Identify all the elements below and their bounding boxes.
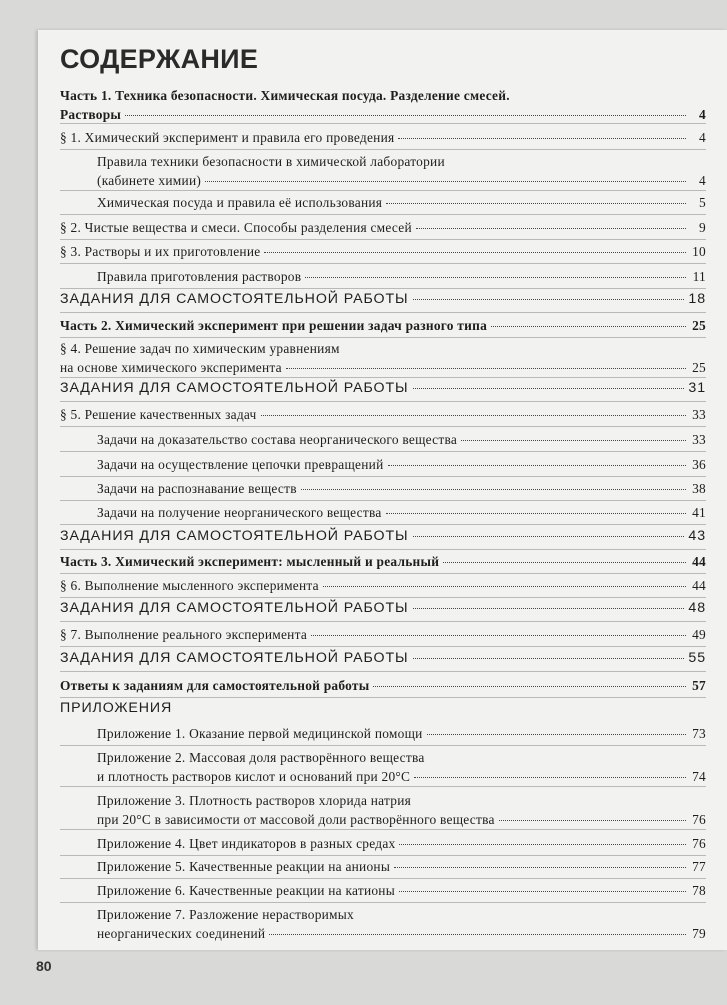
toc-page-number: 55 xyxy=(688,650,706,666)
toc-entry-subsection[interactable] xyxy=(97,479,706,498)
toc-entry-text: Приложение 7. Разложение нерастворимых xyxy=(97,907,354,922)
toc-entry-text: на основе химического эксперимента xyxy=(60,360,282,375)
toc-entry-text: Часть 1. Техника безопасности. Химическая посуда. Разделение смесей. xyxy=(60,88,510,103)
toc-page-number: 33 xyxy=(692,432,706,447)
toc-entry-subsection[interactable] xyxy=(97,430,706,449)
toc-entry-text: ПРИЛОЖЕНИЯ xyxy=(60,700,173,716)
toc-entry-text: Приложение 5. Качественные реакции на анионы xyxy=(97,859,391,874)
toc-entry-text: Правила приготовления растворов xyxy=(97,269,302,284)
toc-entry-text: ЗАДАНИЯ ДЛЯ САМОСТОЯТЕЛЬНОЙ РАБОТЫ xyxy=(60,528,409,544)
toc-entry-part-1[interactable] xyxy=(60,86,706,124)
toc-page-number: 33 xyxy=(692,407,706,422)
toc-page-number: 10 xyxy=(692,244,706,259)
toc-page-number: 36 xyxy=(692,457,706,472)
toc-page-number: 18 xyxy=(688,291,706,307)
toc-entry-text: Приложение 3. Плотность растворов хлорида натрия xyxy=(97,793,412,808)
toc-page-number: 78 xyxy=(692,883,706,898)
toc-entry-text: Приложение 4. Цвет индикаторов в разных средах xyxy=(97,836,396,851)
toc-entry-text: § 4. Решение задач по химическим уравнениям xyxy=(60,341,340,356)
toc-entry-text: и плотность растворов кислот и оснований при 20°C xyxy=(97,769,411,784)
toc-entry-section-1[interactable] xyxy=(60,128,706,147)
toc-entry-exercises[interactable] xyxy=(60,649,706,668)
toc-page-number: 48 xyxy=(688,600,706,616)
toc-entry-text: Растворы xyxy=(60,107,122,122)
toc-entry-text: Приложение 6. Качественные реакции на катионы xyxy=(97,883,395,898)
toc-entry-exercises[interactable] xyxy=(60,290,706,309)
toc-page-number: 31 xyxy=(688,380,706,396)
toc-entry-text: ЗАДАНИЯ ДЛЯ САМОСТОЯТЕЛЬНОЙ РАБОТЫ xyxy=(60,650,409,666)
toc-page-number: 43 xyxy=(688,528,706,544)
toc-entry-appendix-5[interactable] xyxy=(97,857,706,876)
toc-entry-appendix-7[interactable] xyxy=(97,905,706,943)
toc-entry-text: Задачи на доказательство состава неорганического вещества xyxy=(97,432,458,447)
toc-entry-text: § 1. Химический эксперимент и правила его проведения xyxy=(60,130,395,145)
footer-page-number: 80 xyxy=(36,958,52,974)
toc-page-number: 4 xyxy=(699,107,706,122)
toc-entry-text: (кабинете химии) xyxy=(97,173,202,188)
toc-entry-subsection[interactable] xyxy=(97,267,706,286)
toc-page-number: 76 xyxy=(692,812,706,827)
toc-entry-text: Ответы к заданиям для самостоятельной работы xyxy=(60,678,370,693)
toc-entry-exercises[interactable] xyxy=(60,599,706,618)
toc-entry-section-5[interactable] xyxy=(60,405,706,424)
toc-page-number: 25 xyxy=(692,318,706,333)
toc-page-number: 73 xyxy=(692,726,706,741)
toc-entry-text: Приложение 1. Оказание первой медицинской помощи xyxy=(97,726,423,741)
toc-entry-subsection[interactable] xyxy=(97,193,706,212)
toc-entry-section-7[interactable] xyxy=(60,625,706,644)
toc-entry-answers[interactable] xyxy=(60,676,706,695)
toc-entry-subsection[interactable] xyxy=(97,455,706,474)
toc-page-number: 41 xyxy=(692,505,706,520)
toc-entry-text: при 20°C в зависимости от массовой доли растворённого вещества xyxy=(97,812,495,827)
toc-entry-text: Правила техники безопасности в химической лаборатории xyxy=(97,154,445,169)
toc-entry-appendix-6[interactable] xyxy=(97,881,706,900)
toc-entry-appendix-4[interactable] xyxy=(97,834,706,853)
toc-page-number: 44 xyxy=(692,578,706,593)
toc-page-number: 57 xyxy=(692,678,706,693)
toc-page-number: 9 xyxy=(699,220,706,235)
page-title: СОДЕРЖАНИЕ xyxy=(60,44,259,74)
toc-page-number: 74 xyxy=(692,769,706,784)
toc-entry-text: § 3. Растворы и их приготовление xyxy=(60,244,261,259)
toc-entry-text: Приложение 2. Массовая доля растворённого вещества xyxy=(97,750,425,765)
toc-entry-text: Часть 2. Химический эксперимент при решении задач разного типа xyxy=(60,318,488,333)
toc-entry-appendix-1[interactable] xyxy=(97,724,706,743)
toc-entry-text: ЗАДАНИЯ ДЛЯ САМОСТОЯТЕЛЬНОЙ РАБОТЫ xyxy=(60,380,409,396)
toc-entry-part-3[interactable] xyxy=(60,552,706,571)
toc-page-number: 11 xyxy=(692,269,706,284)
toc-page-number: 5 xyxy=(699,195,706,210)
toc-entry-text: Задачи на получение неорганического вещества xyxy=(97,505,382,520)
toc-entry-text: § 7. Выполнение реального эксперимента xyxy=(60,627,308,642)
toc-entry-exercises[interactable] xyxy=(60,379,706,398)
toc-page-number: 4 xyxy=(699,130,706,145)
toc-entry-appendices-heading[interactable] xyxy=(60,699,706,718)
toc-page-number: 49 xyxy=(692,627,706,642)
toc-entry-subsection[interactable] xyxy=(97,503,706,522)
toc-page-number: 79 xyxy=(692,926,706,941)
toc-page-number: 44 xyxy=(692,554,706,569)
toc-entry-exercises[interactable] xyxy=(60,527,706,546)
toc-page-number: 76 xyxy=(692,836,706,851)
toc-entry-text: неорганических соединений xyxy=(97,926,266,941)
toc-entry-text: Химическая посуда и правила её использования xyxy=(97,195,383,210)
toc-page-number: 4 xyxy=(699,173,706,188)
toc-entry-text: § 2. Чистые вещества и смеси. Способы разделения смесей xyxy=(60,220,412,235)
toc-entry-text: ЗАДАНИЯ ДЛЯ САМОСТОЯТЕЛЬНОЙ РАБОТЫ xyxy=(60,291,409,307)
toc-entry-appendix-2[interactable] xyxy=(97,748,706,786)
toc-entry-section-2[interactable] xyxy=(60,218,706,237)
toc-entry-section-6[interactable] xyxy=(60,576,706,595)
toc-entry-text: Задачи на осуществление цепочки превращений xyxy=(97,457,384,472)
toc-page-number: 77 xyxy=(692,859,706,874)
toc-page-number: 38 xyxy=(692,481,706,496)
toc-entry-text: § 6. Выполнение мысленного эксперимента xyxy=(60,578,319,593)
toc-entry-appendix-3[interactable] xyxy=(97,791,706,829)
toc-entry-text: § 5. Решение качественных задач xyxy=(60,407,257,422)
toc-entry-text: Часть 3. Химический эксперимент: мысленный и реальный xyxy=(60,554,440,569)
toc-page-number: 25 xyxy=(692,360,706,375)
toc-entry-text: ЗАДАНИЯ ДЛЯ САМОСТОЯТЕЛЬНОЙ РАБОТЫ xyxy=(60,600,409,616)
toc-entry-section-3[interactable] xyxy=(60,242,706,261)
toc-entry-part-2[interactable] xyxy=(60,316,706,335)
toc-entry-section-4[interactable] xyxy=(60,339,706,377)
toc-entry-subsection[interactable] xyxy=(97,152,706,190)
toc-entry-text: Задачи на распознавание веществ xyxy=(97,481,297,496)
